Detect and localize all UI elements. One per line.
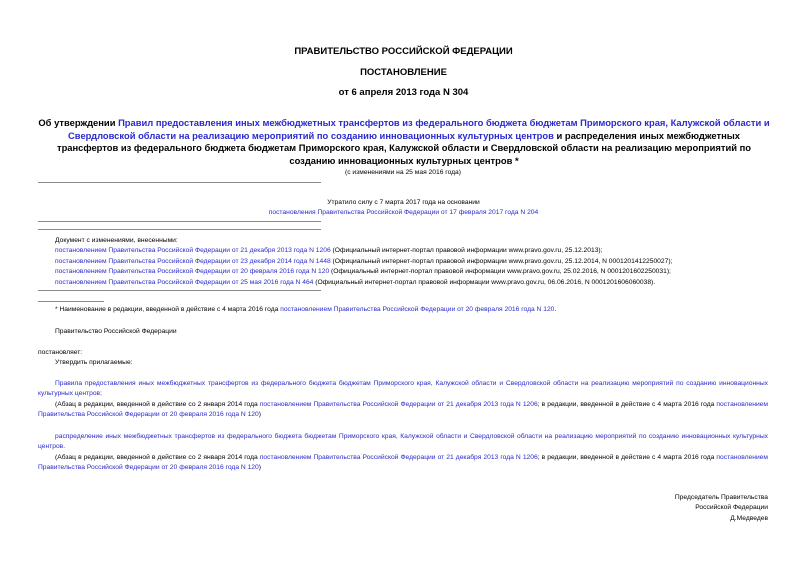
footnote bbox=[55, 305, 785, 315]
change-item bbox=[55, 278, 785, 288]
item2-note bbox=[38, 453, 768, 474]
signature-block bbox=[500, 493, 768, 524]
distribution-item-link[interactable]: распределение иных межбюджетных трансфертов из федерального бюджета бюджетам Приморского края, Калужской области и Свердловской области на реализацию мероприятий по созданию инновационных культурных центров. bbox=[38, 433, 768, 451]
item1-note bbox=[38, 400, 768, 421]
document-title bbox=[38, 117, 770, 167]
change-item bbox=[55, 267, 785, 277]
rules-item-link[interactable]: Правила предоставления иных межбюджетных трансфертов из федерального бюджета бюджетам Приморского края, Калужской области и Свердловской области на реализацию мероприятий по созданию инновационных культурных центров; bbox=[38, 380, 768, 398]
note-text: ) bbox=[258, 464, 261, 472]
decides-text: постановляет: bbox=[38, 349, 83, 356]
footnote-link[interactable]: постановлением Правительства Российской Федерации от 20 февраля 2016 года N 120 bbox=[280, 306, 555, 313]
signature-name: Д.Медведев bbox=[730, 514, 768, 522]
document-type: ПОСТАНОВЛЕНИЕ bbox=[360, 67, 447, 78]
signature-org: Российской Федерации bbox=[695, 504, 768, 512]
repealed-note: Утратило силу с 7 марта 2017 года на основании bbox=[327, 199, 480, 206]
change-text: (Официальный интернет-портал правовой информации www.pravo.gov.ru, 25.12.2014, N 0001201412250027); bbox=[330, 257, 673, 265]
change-item bbox=[55, 246, 785, 256]
footnote-end: . bbox=[554, 306, 557, 313]
item2-paragraph bbox=[38, 432, 768, 453]
title-rest: и распределения иных межбюджетных трансфертов из федерального бюджета бюджетам Приморского края, Калужской области и Свердловской области на реализацию мероприятий по созданию инновационных культурных центров * bbox=[56, 129, 751, 166]
changes-block bbox=[55, 236, 785, 288]
government-text: Правительство Российской Федерации bbox=[55, 328, 177, 335]
note-link[interactable]: постановлением Правительства Российской Федерации от 21 декабря 2013 года N 1206 bbox=[259, 454, 538, 461]
note-link[interactable]: постановлением Правительства Российской Федерации от 21 декабря 2013 года N 1206 bbox=[259, 401, 538, 408]
footnote-divider bbox=[38, 301, 104, 302]
divider bbox=[38, 229, 321, 230]
footnote-text: * Наименование в редакции, введенной в действие с 4 марта 2016 года bbox=[55, 306, 281, 313]
change-link[interactable]: постановлением Правительства Российской Федерации от 23 декабря 2014 года N 1448 bbox=[55, 257, 331, 265]
change-link[interactable]: постановлением Правительства Российской Федерации от 20 февраля 2016 года N 120 bbox=[55, 268, 330, 276]
amended-note: (с изменениями на 25 мая 2016 года) bbox=[344, 169, 461, 176]
note-text: (Абзац в редакции, введенной в действие со 2 января 2014 года bbox=[55, 454, 260, 461]
divider bbox=[38, 290, 321, 291]
note-link[interactable]: постановлением Правительства Российской Федерации от 20 февраля 2016 года N 120 bbox=[38, 401, 768, 419]
change-link[interactable]: постановлением Правительства Российской Федерации от 25 мая 2016 года N 464 bbox=[55, 278, 314, 286]
repealing-decree-link[interactable]: постановления Правительства Российской Федерации от 17 февраля 2017 года N 204 bbox=[268, 209, 539, 216]
change-link[interactable]: постановлением Правительства Российской Федерации от 21 декабря 2013 года N 1206 bbox=[55, 247, 331, 255]
document-date-number: от 6 апреля 2013 года N 304 bbox=[338, 87, 469, 98]
title-prefix: Об утверждении bbox=[38, 117, 119, 128]
rules-link[interactable]: Правил предоставления иных межбюджетных трансфертов из федерального бюджета бюджетам Приморского края, Калужской области и Свердловской области на реализацию мероприятий по созданию инновационных культурных центров bbox=[68, 117, 770, 141]
change-item bbox=[55, 257, 785, 267]
approve-text: Утвердить прилагаемые: bbox=[55, 359, 133, 366]
change-text: (Официальный интернет-портал правовой информации www.pravo.gov.ru, 06.06.2016, N 0001201606060038). bbox=[313, 278, 656, 286]
note-text: (Абзац в редакции, введенной в действие со 2 января 2014 года bbox=[55, 401, 260, 408]
item1-paragraph bbox=[38, 379, 768, 400]
repealed-link-row bbox=[0, 208, 807, 218]
note-text: ; в редакции, введенной в действие с 4 марта 2016 года bbox=[537, 401, 717, 408]
change-text: (Официальный интернет-портал правовой информации www.pravo.gov.ru, 25.02.2016, N 0001201602250031); bbox=[329, 268, 671, 276]
change-text: (Официальный интернет-портал правовой информации www.pravo.gov.ru, 25.12.2013); bbox=[330, 247, 603, 255]
note-text: ; в редакции, введенной в действие с 4 марта 2016 года bbox=[537, 454, 717, 461]
divider bbox=[38, 182, 321, 183]
signature-title: Председатель Правительства bbox=[674, 494, 768, 501]
government-heading: ПРАВИТЕЛЬСТВО РОССИЙСКОЙ ФЕДЕРАЦИИ bbox=[294, 46, 513, 57]
note-link[interactable]: постановлением Правительства Российской Федерации от 20 февраля 2016 года N 120 bbox=[38, 454, 768, 472]
note-text: ) bbox=[258, 411, 261, 419]
divider bbox=[38, 221, 321, 222]
changes-intro: Документ с изменениями, внесенными: bbox=[55, 237, 178, 244]
